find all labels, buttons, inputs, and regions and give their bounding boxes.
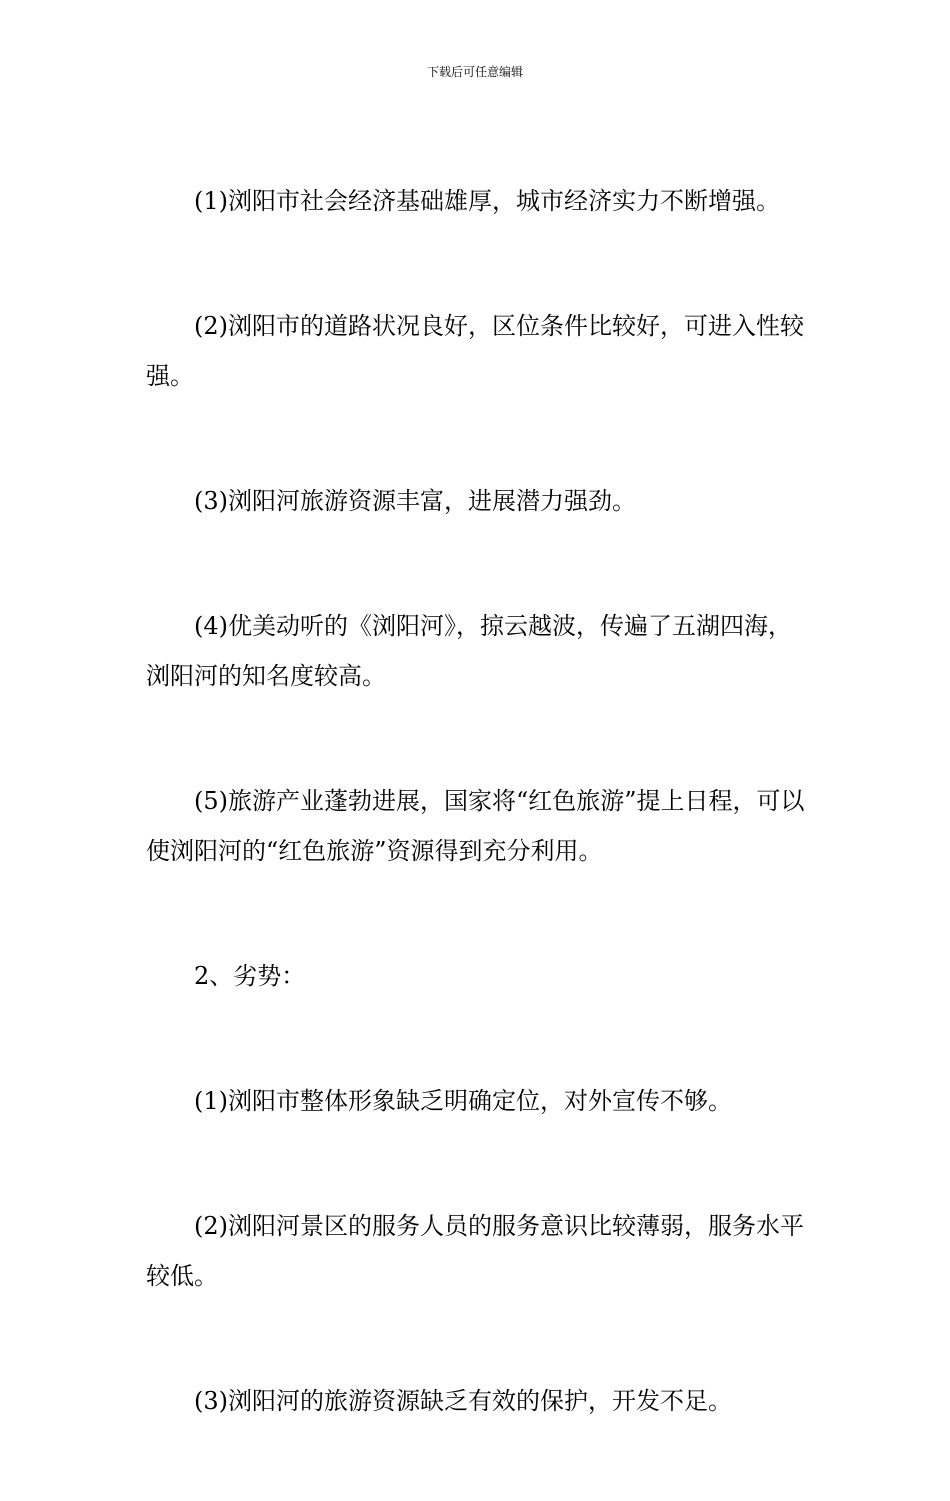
paragraph-weakness-1: (1)浏阳市整体形象缺乏明确定位，对外宣传不够。: [194, 1087, 732, 1115]
paragraph-strength-1: (1)浏阳市社会经济基础雄厚，城市经济实力不断增强。: [194, 187, 780, 215]
paragraph-weakness-2: (2)浏阳河景区的服务人员的服务意识比较薄弱，服务水平较低。: [146, 1212, 804, 1290]
paragraph-strength-5: (5)旅游产业蓬勃进展，国家将“红色旅游”提上日程，可以使浏阳河的“红色旅游”资源得到充分利用。: [146, 787, 805, 865]
page-header: 下载后可任意编辑: [426, 65, 523, 79]
paragraph-strength-4: (4)优美动听的《浏阳河》，掠云越波，传遍了五湖四海，浏阳河的知名度较高。: [146, 612, 792, 690]
paragraph-strength-3: (3)浏阳河旅游资源丰富，进展潜力强劲。: [194, 487, 636, 515]
document-body: [146, 176, 812, 1501]
paragraph-weakness-3: (3)浏阳河的旅游资源缺乏有效的保护，开发不足。: [194, 1387, 732, 1415]
section-heading-weakness: 2、劣势：: [194, 962, 306, 990]
paragraph-strength-2: (2)浏阳市的道路状况良好，区位条件比较好，可进入性较强。: [146, 312, 804, 390]
